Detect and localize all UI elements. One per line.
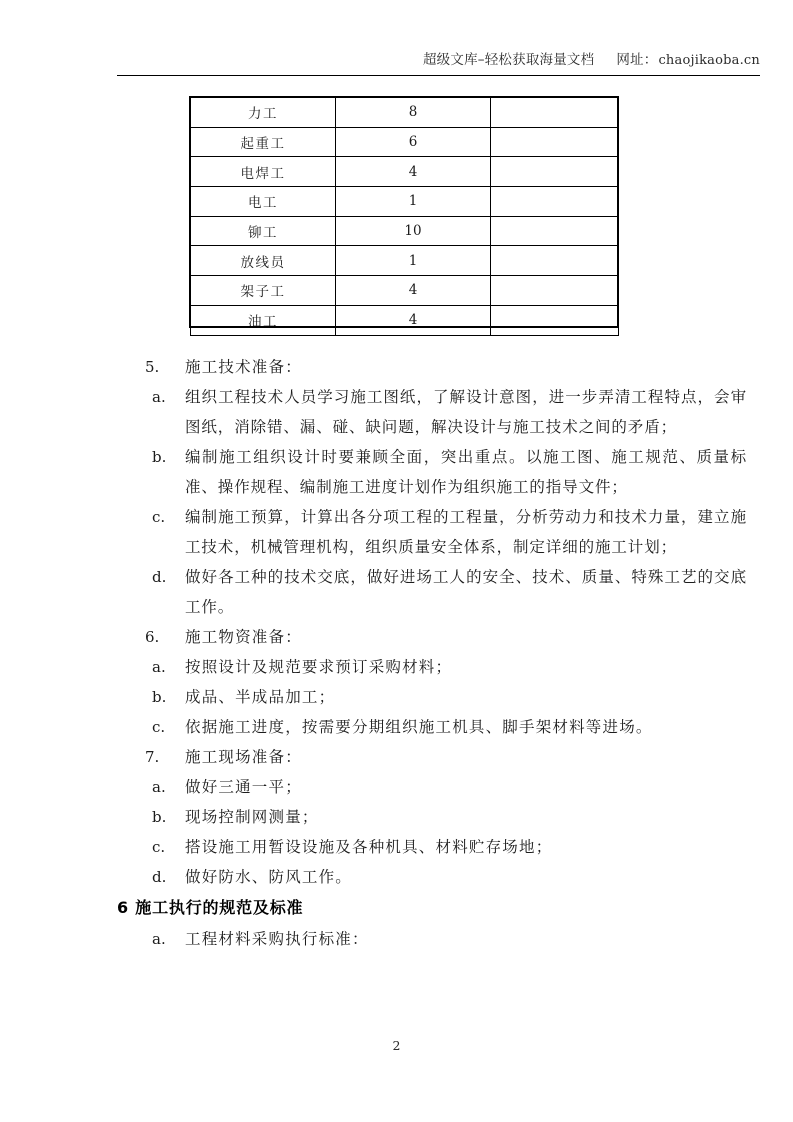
table-cell-trade: 油工 [191, 305, 336, 335]
list-marker: a. [152, 778, 166, 796]
labor-allocation-table [190, 97, 619, 336]
trailing-list [0, 924, 793, 954]
table-cell-note [491, 246, 619, 276]
table-cell-trade: 电焊工 [191, 157, 336, 187]
table-cell-trade: 放线员 [191, 246, 336, 276]
list-marker: c. [152, 718, 166, 736]
lettered-list-item [0, 772, 793, 802]
list-marker: c. [152, 838, 166, 856]
table-cell-trade: 力工 [191, 98, 336, 128]
table-row [191, 98, 619, 128]
list-marker: a. [152, 658, 166, 676]
section-heading-6: 6 施工执行的规范及标准 [117, 898, 304, 917]
lettered-list-item [0, 712, 793, 742]
page-header [117, 48, 760, 74]
table-cell-trade: 起重工 [191, 127, 336, 157]
section-title: 施工物资准备： [185, 628, 302, 646]
list-item-text: 搭设施工用暂设设施及各种机具、材料贮存场地； [185, 838, 553, 856]
list-marker: a. [152, 930, 166, 948]
table-cell-note [491, 127, 619, 157]
table-cell-trade: 架子工 [191, 276, 336, 306]
lettered-list-item [0, 862, 793, 892]
numbered-sections [0, 352, 793, 892]
list-item-text: 现场控制网测量； [185, 808, 319, 826]
table-cell-note [491, 305, 619, 335]
table-row [191, 127, 619, 157]
section-title: 施工现场准备： [185, 748, 302, 766]
page-number: 2 [392, 1038, 401, 1053]
header-url-value: chaojikaoba.cn [658, 53, 760, 68]
table-row [191, 187, 619, 217]
list-marker: 7. [145, 748, 160, 766]
document-content [0, 352, 793, 954]
lettered-list-item [0, 382, 793, 442]
section-title: 施工技术准备： [185, 358, 302, 376]
lettered-list-item [0, 802, 793, 832]
table-cell-quantity: 1 [336, 246, 491, 276]
list-marker: 6. [145, 628, 160, 646]
table-row [191, 276, 619, 306]
list-item-text: 编制施工组织设计时要兼顾全面，突出重点。以施工图、施工规范、质量标准、操作规程、编制施工进度计划作为组织施工的指导文件； [185, 448, 747, 496]
lettered-list-item [0, 562, 793, 622]
header-site-title: 超级文库–轻松获取海量文档 [422, 52, 595, 68]
table-row [191, 216, 619, 246]
table-cell-trade: 铆工 [191, 216, 336, 246]
table-cell-quantity: 4 [336, 276, 491, 306]
table-cell-note [491, 98, 619, 128]
table-body [191, 98, 619, 336]
table-row [191, 157, 619, 187]
numbered-list-item [0, 742, 793, 772]
table-cell-note [491, 187, 619, 217]
lettered-list-item [0, 442, 793, 502]
list-item-text: 成品、半成品加工； [185, 688, 336, 706]
list-item-text: 组织工程技术人员学习施工图纸，了解设计意图，进一步弄清工程特点，会审图纸，消除错、漏、碰、缺问题，解决设计与施工技术之间的矛盾； [185, 388, 747, 436]
table-row [191, 305, 619, 335]
table-cell-note [491, 157, 619, 187]
list-marker: a. [152, 388, 166, 406]
list-item-text: 做好防水、防风工作。 [185, 868, 353, 886]
table-cell-quantity: 4 [336, 305, 491, 335]
list-item-text: 编制施工预算，计算出各分项工程的工程量，分析劳动力和技术力量，建立施工技术，机械管理机构，组织质量安全体系，制定详细的施工计划； [185, 508, 747, 556]
lettered-list-item [0, 502, 793, 562]
list-item-text: 按照设计及规范要求预订采购材料； [185, 658, 453, 676]
numbered-list-item [0, 352, 793, 382]
lettered-list-item [0, 652, 793, 682]
list-marker: d. [152, 568, 167, 586]
lettered-list-item [0, 682, 793, 712]
header-divider-rule [117, 75, 760, 76]
list-marker: d. [152, 868, 167, 886]
table-cell-note [491, 276, 619, 306]
list-item-text: 工程材料采购执行标准： [185, 930, 369, 948]
header-url-group [616, 48, 760, 68]
table-cell-quantity: 6 [336, 127, 491, 157]
list-marker: b. [152, 688, 167, 706]
table-cell-quantity: 8 [336, 98, 491, 128]
list-item-text: 做好各工种的技术交底，做好进场工人的安全、技术、质量、特殊工艺的交底工作。 [185, 568, 747, 616]
header-url-label: 网址： [616, 52, 658, 68]
list-marker: b. [152, 808, 167, 826]
numbered-list-item [0, 622, 793, 652]
table-cell-quantity: 10 [336, 216, 491, 246]
list-marker: 5. [145, 358, 160, 376]
list-marker: b. [152, 448, 167, 466]
table-row [191, 246, 619, 276]
table-cell-trade: 电工 [191, 187, 336, 217]
list-marker: c. [152, 508, 166, 526]
table-cell-note [491, 216, 619, 246]
table-cell-quantity: 1 [336, 187, 491, 217]
list-item-text: 做好三通一平； [185, 778, 302, 796]
table-cell-quantity: 4 [336, 157, 491, 187]
list-item-text: 依据施工进度，按需要分期组织施工机具、脚手架材料等进场。 [185, 718, 653, 736]
lettered-list-item [0, 832, 793, 862]
lettered-list-item [0, 924, 793, 954]
